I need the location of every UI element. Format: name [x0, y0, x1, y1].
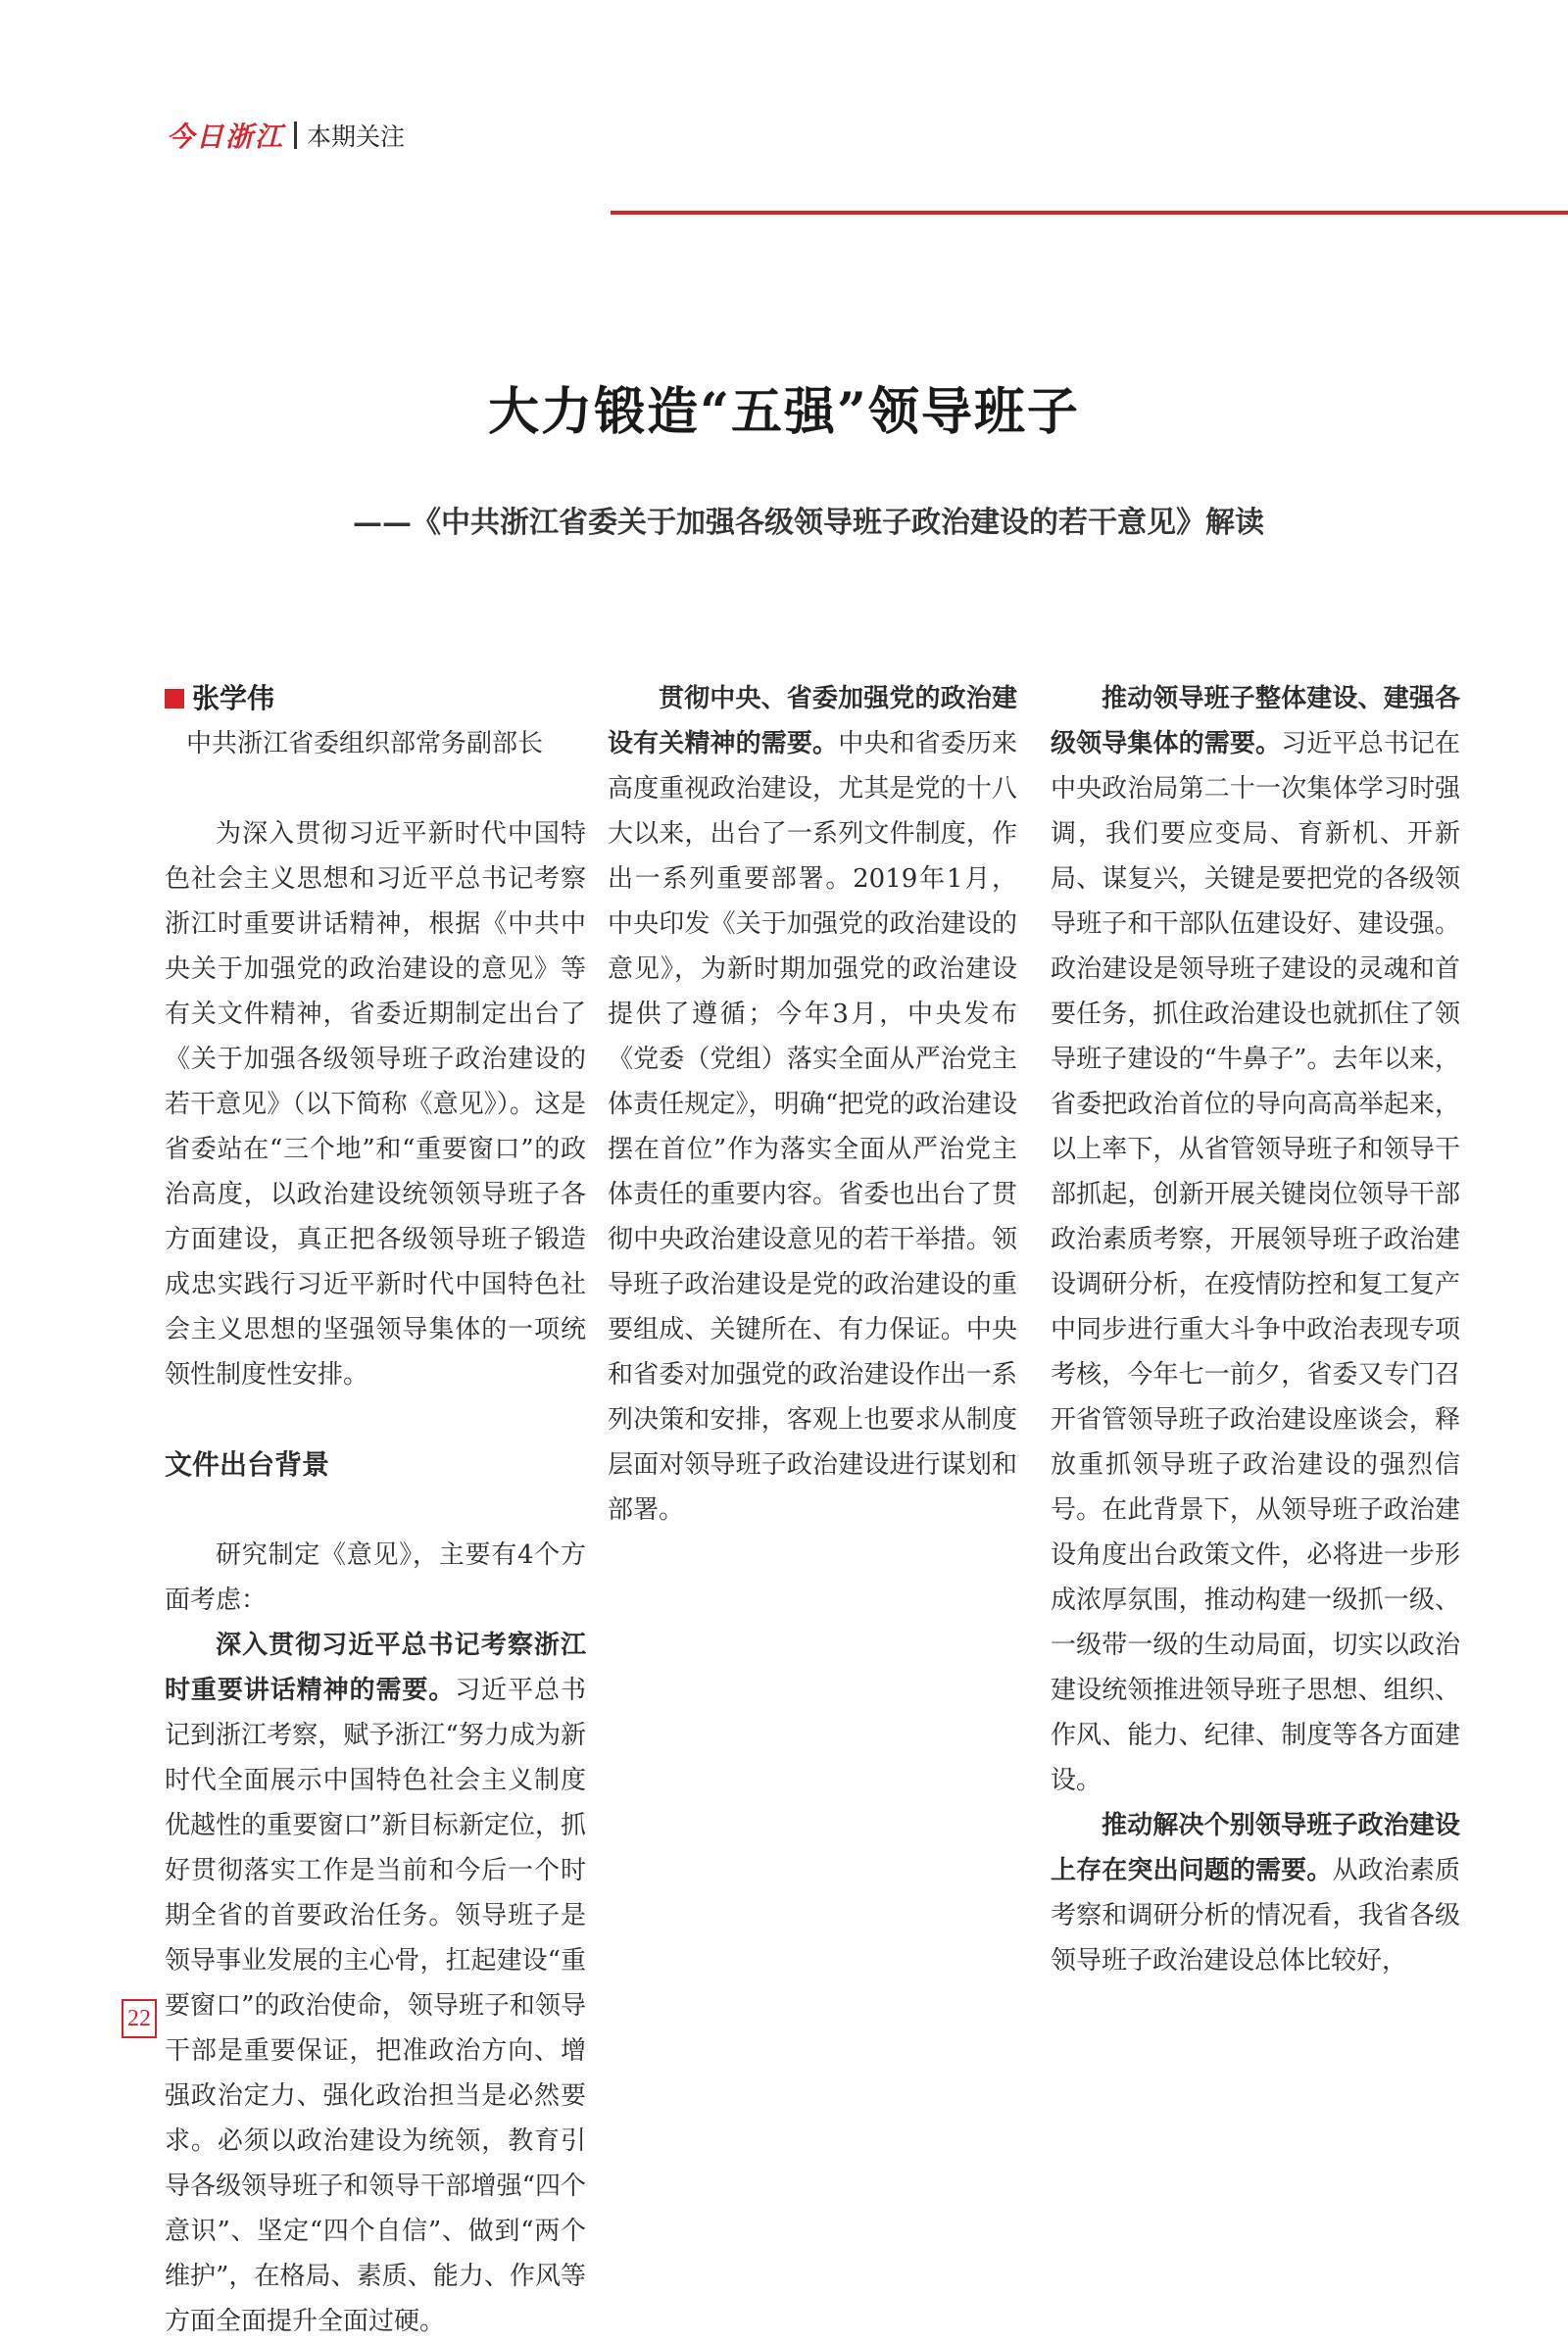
magazine-logo: 今日浙江: [167, 121, 285, 153]
header-divider: [294, 122, 297, 149]
author-name: 张学伟: [192, 683, 275, 713]
paragraph-2-body: 中央和省委历来高度重视政治建设，尤其是党的十八大以来，出台了一系列文件制度，作出一系列重要部署。2019年1月，中央印发《关于加强党的政治建设的意见》，为新时期加强党的政治建设提供了遵循；今年3月，中央发布《党委（党组）落实全面从严治党主体责任规定》，明确“把党的政治建设摆在首位”作为落实全面从严治党主体责任的重要内容。省委也出台了贯彻中央政治建设意见的若干举措。领导班子政治建设是党的政治建设的重要组成、关键所在、有力保证。中央和省委对加强党的政治建设作出一系列决策和安排，客观上也要求从制度层面对领导班子政治建设进行谋划和部署。: [608, 729, 1017, 1525]
paragraph-4-body: 从政治素质考察和调研分析的情况看，我省各级领导班子政治建设总体比较好，: [1051, 1856, 1460, 1976]
paragraph-3-body: 习近平总书记在中央政治局第二十一次集体学习时强调，我们要应变局、育新机、开新局、谋复兴，关键是要把党的各级领导班子和干部队伍建设好、建设强。政治建设是领导班子建设的灵魂和首要任务，抓住政治建设也就抓住了领导班子建设的“牛鼻子”。去年以来，省委把政治首位的导向高高举起来，以上率下，从省管领导班子和领导干部抓起，创新开展关键岗位领导干部政治素质考察，开展领导班子政治建设调研分析，在疫情防控和复工复产中同步进行重大斗争中政治表现专项考核，今年七一前夕，省委又专门召开省管领导班子政治建设座谈会，释放重抓领导班子政治建设的强烈信号。在此背景下，从领导班子政治建设角度出台政策文件，必将进一步形成浓厚氛围，推动构建一级抓一级、一级带一级的生动局面，切实以政治建设统领推进领导班子思想、组织、作风、能力、纪律、制度等各方面建设。: [1051, 729, 1460, 1795]
paragraph-1-body: 习近平总书记到浙江考察，赋予浙江“努力成为新时代全面展示中国特色社会主义制度优越性的重要窗口”新目标新定位，抓好贯彻落实工作是当前和今后一个时期全省的首要政治任务。领导班子是领导事业发展的主心骨，扛起建设“重要窗口”的政治使命，领导班子和领导干部是重要保证，把准政治方向、增强政治定力、强化政治担当是必然要求。必须以政治建设为统领，教育引导各级领导班子和领导干部增强“四个意识”、坚定“四个自信”、做到“两个维护”，在格局、素质、能力、作风等方面全面提升全面过硬。: [165, 1676, 586, 2336]
paragraph-1-lead: 深入贯彻习近平总书记考察浙江时重要讲话精神的需要。: [165, 1631, 586, 1705]
author-marker-icon: [165, 689, 184, 708]
paragraph-1: [165, 1623, 586, 2344]
paragraph-4: [1051, 1803, 1460, 1983]
paragraph-4-lead: 推动解决个别领导班子政治建设上存在突出问题的需要。: [1051, 1811, 1460, 1885]
article-subtitle: ——《中共浙江省委关于加强各级领导班子政治建设的若干意见》解读: [353, 506, 1264, 540]
text-column-3: [1051, 676, 1460, 1976]
section-label: 本期关注: [307, 123, 406, 151]
paragraph-2-lead: 贯彻中央、省委加强党的政治建设有关精神的需要。: [608, 684, 1017, 758]
article-title: 大力锻造“五强”领导班子: [488, 382, 1080, 442]
author-affiliation: 中共浙江省委组织部常务副部长: [186, 729, 544, 758]
paragraph-3-lead: 推动领导班子整体建设、建强各级领导集体的需要。: [1051, 684, 1460, 758]
author-line: [165, 676, 586, 721]
paragraph-3: [1051, 676, 1460, 1803]
text-column-1: [165, 676, 586, 2336]
header-rule: [611, 211, 1568, 215]
consideration-paragraph: 研究制定《意见》，主要有4个方面考虑：: [165, 1540, 586, 1615]
page-number: 22: [122, 1999, 157, 2038]
intro-paragraph: 为深入贯彻习近平新时代中国特色社会主义思想和习近平总书记考察浙江时重要讲话精神，根据《中共中央关于加强党的政治建设的意见》等有关文件精神，省委近期制定出台了《关于加强各级领导班子政治建设的若干意见》（以下简称《意见》）。这是省委站在“三个地”和“重要窗口”的政治高度，以政治建设统领领导班子各方面建设，真正把各级领导班子锻造成忠实践行习近平新时代中国特色社会主义思想的坚强领导集体的一项统领性制度性安排。: [165, 819, 586, 1390]
section-heading: 文件出台背景: [165, 1449, 330, 1480]
text-column-2: [608, 676, 1017, 1533]
paragraph-2: [608, 676, 1017, 1533]
page-header: [167, 116, 405, 155]
